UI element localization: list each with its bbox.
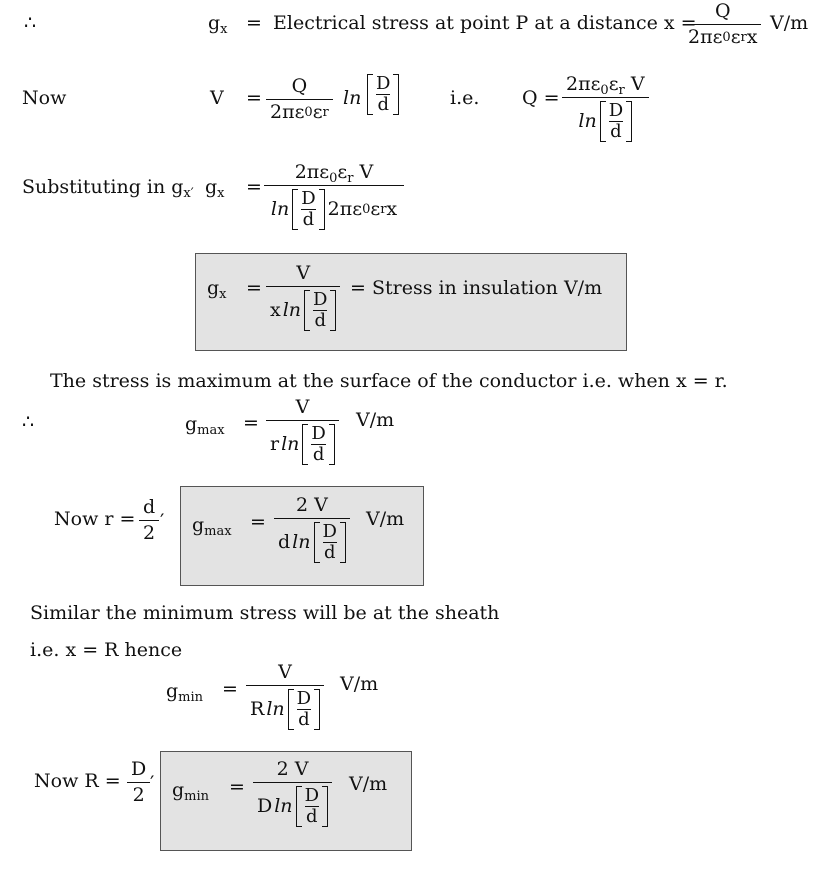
equals-sign: = [246,176,262,198]
stress-fraction: Q 2πε 0 ε r x [684,2,761,47]
equals-sign: = [250,511,266,533]
unit-label: V/m [356,409,395,431]
ratio-bracket: D d [364,74,399,119]
min-stress-statement: Similar the minimum stress will be at the sheath [30,602,500,624]
r-half-fraction: d 2 [139,498,159,543]
gmax-fraction: V r ln D d [266,398,339,465]
gmin-symbol: $g_{min}$ [166,680,204,705]
insulation-stress-fraction: V x ln D d [266,264,340,331]
equals-sign: = [246,87,262,109]
unit-label: V/m [366,508,405,530]
voltage-fraction: Q 2πε 0 ε r [266,77,333,122]
stress-formula-box [195,253,627,351]
unit-label: V/m [340,673,379,695]
max-stress-statement: The stress is maximum at the surface of the conductor i.e. when x = r. [50,370,728,392]
gx-symbol: $g_x$ [208,12,228,37]
min-stress-condition: i.e. x = R hence [30,639,183,661]
stress-definition-text: Electrical stress at point P at a distance x = [273,12,697,34]
now-R-label: Now R = [34,770,121,792]
gx-symbol: $g_x$ [207,277,227,302]
equals-sign: = [222,678,238,700]
therefore-symbol: ∴ [24,12,37,34]
therefore-symbol: ∴ [22,411,35,433]
equals-sign: = [246,12,262,34]
gmax-symbol: $g_{max}$ [185,413,225,438]
ln-symbol: ln [343,87,362,109]
equals-sign: = [246,277,262,299]
comma-mark: ′ [150,772,155,794]
substituted-fraction: $2\pi\varepsilon_0\varepsilon_r$ V ln D d 2πε 0 ε r x [264,163,404,230]
substituting-label: Substituting in $g_{x'}$ [22,176,194,201]
gmin-fraction: V R ln D d [246,663,324,730]
unit-label: V/m [770,12,809,34]
gmin-symbol: $g_{min}$ [172,779,210,804]
comma-mark: ′ [160,510,165,532]
equals-sign: = [229,776,245,798]
v-symbol: V [210,87,224,109]
ie-label: i.e. [450,87,480,109]
gmin-D-fraction: 2 V D ln D d [253,760,332,827]
gx-symbol: $g_x$ [205,176,225,201]
insulation-stress-text: = Stress in insulation V/m [350,277,603,299]
now-label: Now [22,87,67,109]
q-lhs: Q = [522,87,560,109]
gmax-symbol: $g_{max}$ [192,514,232,539]
charge-fraction: $2\pi\varepsilon_0\varepsilon_r$ V ln D d [562,75,649,142]
R-half-fraction: D 2 [127,760,150,805]
equals-sign: = [243,412,259,434]
now-r-label: Now r = [54,508,136,530]
gmax-d-fraction: 2 V d ln D d [274,496,350,563]
unit-label: V/m [349,773,388,795]
